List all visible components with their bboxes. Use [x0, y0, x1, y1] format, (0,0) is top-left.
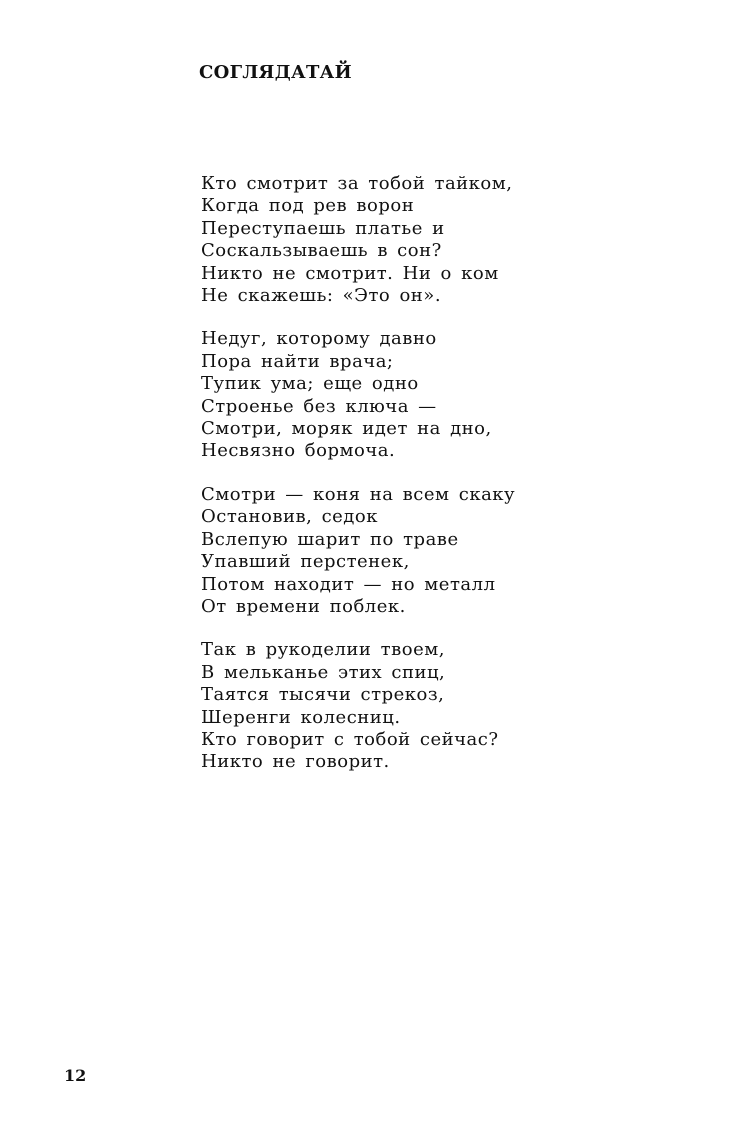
- poem-line: Упавший перстенек,: [201, 551, 410, 573]
- poem-body: [201, 173, 721, 795]
- poem-title: СОГЛЯДАТАЙ: [199, 62, 352, 83]
- poem-line: Пора найти врача;: [201, 350, 394, 372]
- poem-line: Кто смотрит за тобой тайком,: [201, 173, 513, 194]
- poem-line: Соскальзываешь в сон?: [201, 240, 442, 262]
- poem-line: Потом находит — но металл: [201, 573, 496, 595]
- poem-line: Вслепую шарит по траве: [201, 528, 459, 550]
- poem-line: Шеренги колесниц.: [201, 706, 401, 728]
- stanza-1: [201, 173, 721, 307]
- stanza-4: [201, 639, 721, 773]
- poem-line: Так в рукоделии твоем,: [201, 639, 445, 661]
- poem-line: Смотри, моряк идет на дно,: [201, 418, 492, 440]
- poem-line: Недуг, которому давно: [201, 328, 437, 350]
- poem-line: Таятся тысячи стрекоз,: [201, 684, 445, 706]
- page-number: 12: [64, 1066, 87, 1085]
- poem-line: Переступаешь платье и: [201, 217, 445, 239]
- poem-line: Никто не говорит.: [201, 751, 390, 773]
- stanza-3: [201, 484, 721, 618]
- poem-line: Никто не смотрит. Ни о ком: [201, 262, 499, 284]
- poem-line: Когда под рев ворон: [201, 195, 415, 217]
- poem-line: Тупик ума; еще одно: [201, 373, 419, 395]
- poem-line: Строенье без ключа —: [201, 395, 437, 417]
- stanza-2: [201, 328, 721, 462]
- poem-line: В мельканье этих спиц,: [201, 661, 446, 683]
- poem-line: Остановив, седок: [201, 506, 378, 528]
- poem-line: От времени поблек.: [201, 595, 406, 617]
- poem-line: Не скажешь: «Это он».: [201, 285, 442, 307]
- poem-line: Кто говорит с тобой сейчас?: [201, 728, 499, 750]
- poem-line: Смотри — коня на всем скаку: [201, 483, 516, 505]
- poem-line: Несвязно бормоча.: [201, 440, 396, 462]
